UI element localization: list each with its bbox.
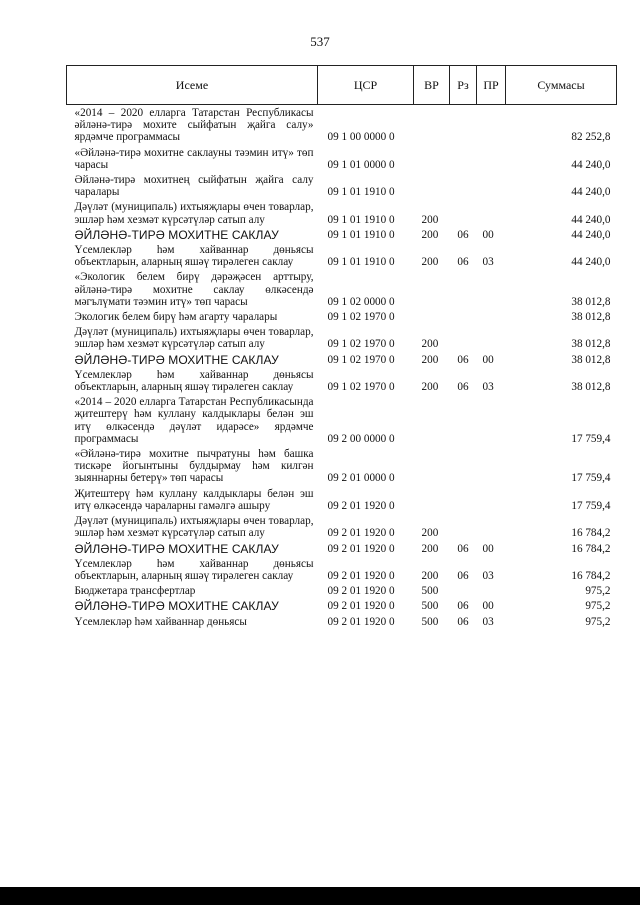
row-sum: 38 012,8 (571, 311, 611, 324)
row-name: Бюджетара трансфертлар (74, 585, 196, 598)
row-name: Үсемлекләр һәм хайваннар дөньясы объектларын, аларның яшәү тирәлеген саклау (74, 368, 314, 394)
row-pr (477, 199, 506, 226)
table-row (67, 105, 617, 145)
row-vr: 200 (421, 527, 439, 540)
header-sum: Суммасы (506, 66, 617, 105)
row-vr (414, 145, 450, 172)
row-csr: 09 2 01 1920 0 (327, 600, 395, 613)
row-name: «Әйләнә-тирә мохитне саклауны тәэмин итү» төп чарасы (74, 146, 314, 171)
row-sum: 975,2 (585, 600, 611, 613)
row-vr: 200 (421, 381, 439, 394)
row-pr: 00 (482, 542, 494, 555)
table-row (67, 324, 617, 351)
row-sum: 17 759,4 (571, 472, 611, 485)
table-row (67, 242, 617, 269)
row-pr (477, 172, 506, 199)
table-row (67, 556, 617, 583)
row-csr: 09 1 02 1970 0 (327, 311, 395, 324)
row-pr (477, 145, 506, 172)
row-csr: 09 2 01 1920 0 (327, 527, 395, 540)
row-name: «Әйләнә-тирә мохитне пычратуны һәм башка тискәре йогынтыны булдырмау һәм килгән зыяннарны бетерү» төп чарасы (74, 448, 314, 485)
row-rz: 06 (457, 381, 469, 394)
row-name: Әйләнә-тирә мохитнең сыйфатын җайга салу чаралары (74, 174, 314, 199)
row-rz (450, 394, 477, 446)
row-name: Үсемлекләр һәм хайваннар дөньясы объектларын, аларның яшәү тирәлеген саклау (74, 557, 314, 582)
row-pr: 03 (482, 569, 494, 582)
row-sum: 16 784,2 (571, 527, 611, 540)
row-pr (477, 324, 506, 351)
row-sum: 16 784,2 (571, 569, 611, 582)
row-rz (450, 583, 477, 598)
row-pr (477, 105, 506, 145)
row-csr: 09 2 01 1920 0 (327, 585, 395, 598)
row-csr: 09 1 01 1910 0 (327, 213, 395, 226)
row-rz (450, 145, 477, 172)
row-csr: 09 1 02 1970 0 (327, 338, 395, 351)
row-csr: 09 1 00 0000 0 (327, 131, 395, 144)
row-rz (450, 309, 477, 324)
row-pr: 03 (482, 615, 494, 628)
row-rz (450, 199, 477, 226)
row-sum: 975,2 (585, 585, 611, 598)
row-rz: 06 (457, 256, 469, 269)
table-row (67, 367, 617, 394)
row-pr (477, 309, 506, 324)
row-rz (450, 172, 477, 199)
row-rz (450, 486, 477, 513)
row-pr: 03 (482, 256, 494, 269)
table-row (67, 199, 617, 226)
page-number: 537 (310, 34, 330, 49)
row-rz (450, 324, 477, 351)
row-sum: 17 759,4 (571, 499, 611, 512)
row-vr: 500 (421, 585, 439, 598)
row-name: Дәүләт (муниципаль) ихтыяҗлары өчен товарлар, эшләр һәм хезмәт күрсәтүләр сатып алу (74, 201, 314, 226)
table-row (67, 145, 617, 172)
table-row (67, 446, 617, 486)
budget-table (66, 65, 617, 629)
row-name: Экологик белем бирү һәм агарту чаралары (74, 311, 278, 324)
row-csr: 09 1 02 0000 0 (327, 295, 395, 308)
row-name: Дәүләт (муниципаль) ихтыяҗлары өчен товарлар, эшләр һәм хезмәт күрсәтүләр сатып алу (74, 515, 314, 540)
header-pr: ПР (477, 66, 506, 105)
row-vr: 200 (421, 542, 439, 555)
row-rz: 06 (457, 615, 469, 628)
row-vr (414, 486, 450, 513)
row-csr: 09 2 01 1920 0 (327, 569, 395, 582)
row-csr: 09 1 02 1970 0 (327, 381, 395, 394)
header-rz: Рз (450, 66, 477, 105)
table-row (67, 513, 617, 540)
table-row (67, 269, 617, 309)
row-name: Үсемлекләр һәм хайваннар дөньясы объектларын, аларның яшәү тирәлеген саклау (74, 244, 314, 269)
row-rz: 06 (457, 353, 469, 366)
table-row (67, 394, 617, 446)
row-sum: 975,2 (585, 615, 611, 628)
table-row (67, 172, 617, 199)
row-sum: 38 012,8 (571, 338, 611, 351)
row-csr: 09 1 01 1910 0 (327, 186, 395, 199)
row-pr (477, 486, 506, 513)
header-vr: ВР (414, 66, 450, 105)
table-row (67, 486, 617, 513)
row-vr (414, 446, 450, 486)
row-rz (450, 269, 477, 309)
row-vr (414, 394, 450, 446)
row-csr: 09 1 01 0000 0 (327, 158, 395, 171)
row-rz (450, 105, 477, 145)
row-csr: 09 2 01 1920 0 (327, 499, 395, 512)
row-sum: 38 012,8 (571, 353, 611, 366)
row-sum: 16 784,2 (571, 542, 611, 555)
table-row (67, 227, 617, 242)
row-vr: 500 (421, 615, 439, 628)
row-rz (450, 513, 477, 540)
table-row (67, 614, 617, 629)
row-pr (477, 583, 506, 598)
row-rz: 06 (457, 569, 469, 582)
row-vr: 200 (421, 353, 439, 366)
row-pr (477, 446, 506, 486)
row-name: Җитештерү һәм куллану калдыклары белән эш итү өлкәсендә чараларны гамәлгә ашыру (74, 487, 314, 512)
row-name: ӘЙЛӘНӘ-ТИРӘ МОХИТНЕ САКЛАУ (74, 227, 279, 242)
row-rz: 06 (457, 228, 469, 241)
row-name: «2014 – 2020 елларга Татарстан Республикасы әйләнә-тирә мохите сыйфатын җайга салу» ярдәмче программасы (74, 107, 314, 144)
row-name: Үсемлекләр һәм хайваннар дөньясы (74, 615, 247, 628)
row-sum: 44 240,0 (571, 186, 611, 199)
row-vr: 200 (421, 256, 439, 269)
row-name: ӘЙЛӘНӘ-ТИРӘ МОХИТНЕ САКЛАУ (74, 599, 279, 614)
row-csr: 09 1 01 1910 0 (327, 256, 395, 269)
row-vr (414, 309, 450, 324)
row-sum: 44 240,0 (571, 213, 611, 226)
row-csr: 09 2 00 0000 0 (327, 432, 395, 445)
row-pr: 00 (482, 353, 494, 366)
table-row (67, 598, 617, 613)
row-csr: 09 2 01 0000 0 (327, 472, 395, 485)
row-name: «Экологик белем бирү дәрәҗәсен арттыру, әйләнә-тирә мохитне саклау өлкәсендә мәгълүмати тәэмин итү» төп чарасы (74, 271, 314, 308)
row-pr: 03 (482, 381, 494, 394)
row-csr: 09 2 01 1920 0 (327, 542, 395, 555)
row-sum: 44 240,0 (571, 158, 611, 171)
row-pr (477, 513, 506, 540)
row-sum: 44 240,0 (571, 228, 611, 241)
row-sum: 38 012,8 (571, 295, 611, 308)
row-rz (450, 446, 477, 486)
bottom-scan-band (0, 887, 640, 905)
row-name: ӘЙЛӘНӘ-ТИРӘ МОХИТНЕ САКЛАУ (74, 352, 279, 367)
row-pr: 00 (482, 600, 494, 613)
table-body (67, 105, 617, 629)
row-vr: 200 (421, 569, 439, 582)
table-row (67, 352, 617, 367)
row-vr (414, 269, 450, 309)
row-vr (414, 172, 450, 199)
row-sum: 38 012,8 (571, 381, 611, 394)
row-vr: 500 (421, 600, 439, 613)
table-row (67, 583, 617, 598)
header-name: Исеме (67, 66, 318, 105)
row-vr: 200 (421, 228, 439, 241)
row-rz: 06 (457, 542, 469, 555)
row-csr: 09 1 01 1910 0 (327, 228, 395, 241)
table-row (67, 309, 617, 324)
row-csr: 09 2 01 1920 0 (327, 615, 395, 628)
row-name: Дәүләт (муниципаль) ихтыяҗлары өчен товарлар, эшләр һәм хезмәт күрсәтүләр сатып алу (74, 326, 314, 351)
table-row (67, 541, 617, 556)
row-pr (477, 394, 506, 446)
row-vr: 200 (421, 338, 439, 351)
row-sum: 44 240,0 (571, 256, 611, 269)
row-sum: 17 759,4 (571, 432, 611, 445)
row-vr: 200 (421, 213, 439, 226)
row-pr: 00 (482, 228, 494, 241)
row-name: «2014 – 2020 елларга Татарстан Республикасында җитештерү һәм куллану калдыклары белән эш итү өлкәсендә дәүләт идарәсе» ярдәмче программасы (74, 396, 314, 445)
row-vr (414, 105, 450, 145)
table-header-row (67, 66, 617, 105)
row-name: ӘЙЛӘНӘ-ТИРӘ МОХИТНЕ САКЛАУ (74, 541, 279, 556)
header-csr: ЦСР (318, 66, 414, 105)
row-csr: 09 1 02 1970 0 (327, 353, 395, 366)
row-rz: 06 (457, 600, 469, 613)
row-pr (477, 269, 506, 309)
row-sum: 82 252,8 (571, 131, 611, 144)
